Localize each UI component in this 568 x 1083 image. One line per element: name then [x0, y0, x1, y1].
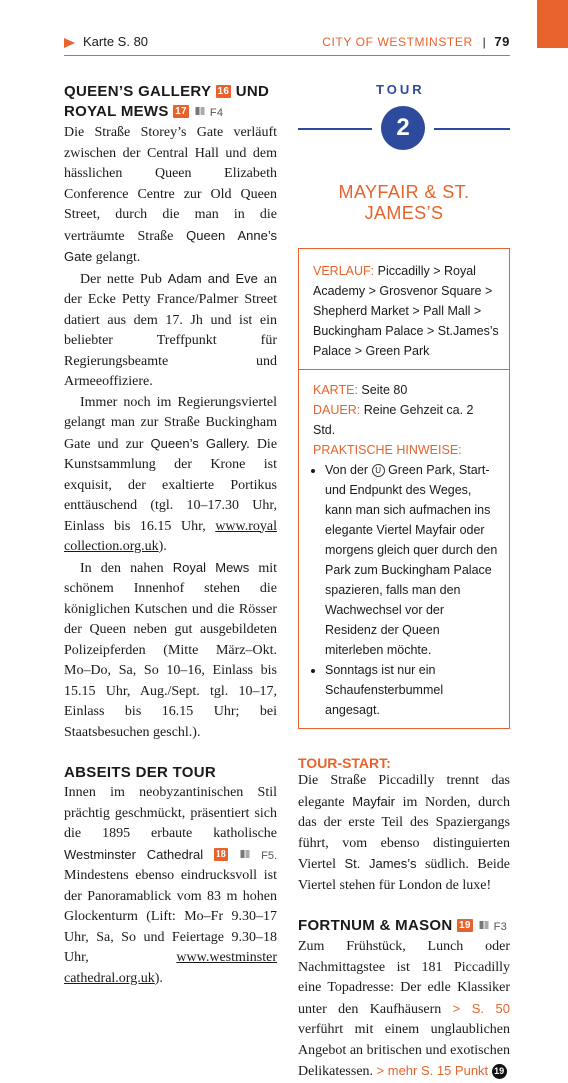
duration-line	[313, 400, 499, 440]
underground-icon: U	[372, 464, 385, 477]
section-title-and-page	[322, 34, 510, 49]
text: ).	[154, 970, 163, 986]
header-rule	[64, 55, 510, 56]
text: Von der	[325, 463, 369, 477]
tour-number-circle: 2	[381, 106, 425, 150]
text: Die Straße Storey’s Gate verläuft zwischen der Central Hall und dem hässlichen Queen Elizabeth Conference Centre zur Old Queen Street, durch die man in die verträumte Straße	[64, 125, 277, 244]
text: Immer noch im Regierungsviertel gelangt man zur Straße Buckingham Gate und zur	[64, 394, 277, 452]
running-header	[64, 34, 510, 52]
website-link[interactable]: www.westminster cathedral.org.uk	[64, 950, 277, 986]
map-label: KARTE:	[313, 383, 358, 397]
duration-label: DAUER:	[313, 403, 361, 417]
highlight-text: Queen’s Gallery.	[150, 435, 250, 451]
text: Mindestens ebenso eindrucksvoll ist der Panoramablick vom 83 m hohen Glockenturm (Lift: Mo–Fr 9.30–17 Uhr, Sa, So und Feiertage 9.30–18 Uhr,	[64, 868, 277, 965]
map-book-icon	[240, 849, 250, 859]
divider-line	[298, 128, 372, 130]
highlight-text: Queen Anne’s Gate	[64, 227, 277, 264]
text: Green Park, Start- und Endpunkt des Weges, kann man sich aufmachen ins elegante Viertel Mayfair oder morgens gleich quer durch den Park zum Buckingham Palace spazieren, falls man den Wachwechsel vor der Residenz der Queen miterleben möchte.	[325, 463, 498, 657]
text: Die Kunstsammlung der Krone ist exquisit, der exaltierte Portikus enttäuschend (tgl. 10–17.30 Uhr, Einlass bis 16.15 Uhr,	[64, 436, 278, 534]
route-text: Piccadilly > Royal Academy > Grosvenor Square > Shepherd Market > Pall Mall > Buckingham Palace > St.James’s Palace > Green Park	[313, 264, 499, 358]
heading-text: QUEEN’S GALLERY	[64, 83, 212, 100]
hints-label: PRAKTISCHE HINWEISE:	[313, 443, 462, 457]
right-column	[298, 80, 510, 1083]
triangle-marker-icon	[64, 38, 75, 48]
cross-reference-link[interactable]: > mehr S. 15 Punkt	[376, 1063, 489, 1078]
divider-line	[434, 128, 510, 130]
text: Die Straße Piccadilly trennt das elegante	[298, 773, 510, 810]
queens-gallery-heading	[64, 82, 277, 123]
left-column	[64, 80, 277, 989]
heading-text: UND	[235, 83, 270, 100]
poi-number-badge: 17	[175, 106, 187, 117]
paragraph	[64, 558, 277, 744]
route-label: VERLAUF:	[313, 264, 375, 278]
highlight-text: Westminster Cathedral	[64, 846, 204, 862]
map-grid-ref: F3	[493, 921, 508, 933]
poi-number-badge: 18	[215, 848, 226, 860]
tour-badge	[298, 80, 510, 180]
map-grid-ref: F4	[209, 107, 224, 119]
map-reference[interactable]: Karte S. 80	[83, 34, 149, 49]
details-section	[299, 369, 509, 728]
list-item	[325, 460, 499, 660]
text: ).	[158, 539, 167, 554]
map-book-icon	[195, 106, 205, 116]
paragraph	[64, 123, 277, 269]
paragraph	[64, 783, 277, 989]
text: mit schönem Innenhof stehen die königlichen Kutschen und die Rösser der Queen neben gut ausgebildeten Polizeipferden (Mitte März–Okt. Mo–Do, Sa, So 10–16, Einlass bis 15.15 Uhr, Aug./Sept. tgl. 10–17, Einlass bis 16.15 Uhr; bei Staatsbesuchen geschl.).	[64, 560, 278, 740]
text: verführt mit einem unglaublichen Angebot an britischen und exotischen Delikatessen.	[298, 1022, 510, 1079]
paragraph	[298, 771, 510, 896]
paragraph	[64, 393, 277, 558]
page-edge-tab	[537, 0, 568, 48]
highlight-text: Royal Mews	[172, 559, 250, 575]
paragraph	[64, 269, 277, 393]
fortnum-heading	[298, 916, 510, 937]
tour-start-heading: TOUR-START:	[298, 755, 391, 771]
poi-number-badge: 16	[217, 86, 230, 97]
text: Zum Frühstück, Lunch oder Nachmittagstee ist 181 Piccadilly eine Topadresse: Der edle Klassiker unter den Kaufhäusern	[298, 939, 510, 1017]
hints-list	[313, 460, 499, 720]
map-line	[313, 380, 499, 400]
text: gelangt.	[95, 250, 141, 265]
section-title: CITY OF WESTMINSTER	[322, 35, 473, 49]
paragraph	[298, 937, 510, 1083]
heading-text: FORTNUM & MASON	[298, 917, 453, 934]
website-link[interactable]: www.royal collection.org.uk	[64, 518, 277, 554]
text: im Norden, durch das der erste Teil des Spaziergangs führt, vom ebenso distinguierten Viertel	[298, 794, 511, 872]
text: südlich. Beide Viertel stehen für London de luxe!	[298, 857, 511, 893]
highlight-text: Adam and Eve	[167, 270, 258, 286]
text: Der nette Pub	[80, 271, 162, 287]
tour-title: MAYFAIR & ST. JAMES’S	[338, 182, 470, 223]
tour-word: TOUR	[376, 82, 425, 97]
point-number-badge: 19	[492, 1064, 507, 1079]
list-item: • Sonntags ist nur ein Schaufensterbummel angesagt.	[325, 660, 499, 720]
highlight-text: Mayfair	[352, 793, 395, 809]
text: an der Ecke Petty France/Palmer Street datiert aus dem 17. Jh und ist ein beliebter Treffpunkt für Regierungsbeamte und Armeeoffiziere.	[64, 271, 278, 389]
text: Innen im neobyzantinischen Stil prächtig geschmückt, präsentiert sich die 1895 erbaute katholische	[64, 785, 277, 841]
map-text[interactable]: Seite 80	[361, 383, 408, 397]
text: In den nahen	[80, 560, 164, 576]
duration-text: Reine Gehzeit ca. 2 Std.	[313, 403, 474, 437]
page-number: 79	[494, 34, 510, 49]
highlight-text: St. James’s	[344, 856, 417, 871]
map-book-icon	[479, 920, 489, 930]
route-section	[299, 249, 509, 369]
header-separator: |	[482, 35, 487, 49]
heading-text: ROYAL MEWS	[64, 103, 169, 120]
map-grid-ref: F5.	[261, 849, 278, 862]
abseits-heading: ABSEITS DER TOUR	[64, 764, 217, 781]
cross-reference-link[interactable]: > S. 50	[452, 1000, 510, 1016]
tour-info-box	[298, 248, 510, 729]
poi-number-badge: 19	[458, 920, 471, 931]
